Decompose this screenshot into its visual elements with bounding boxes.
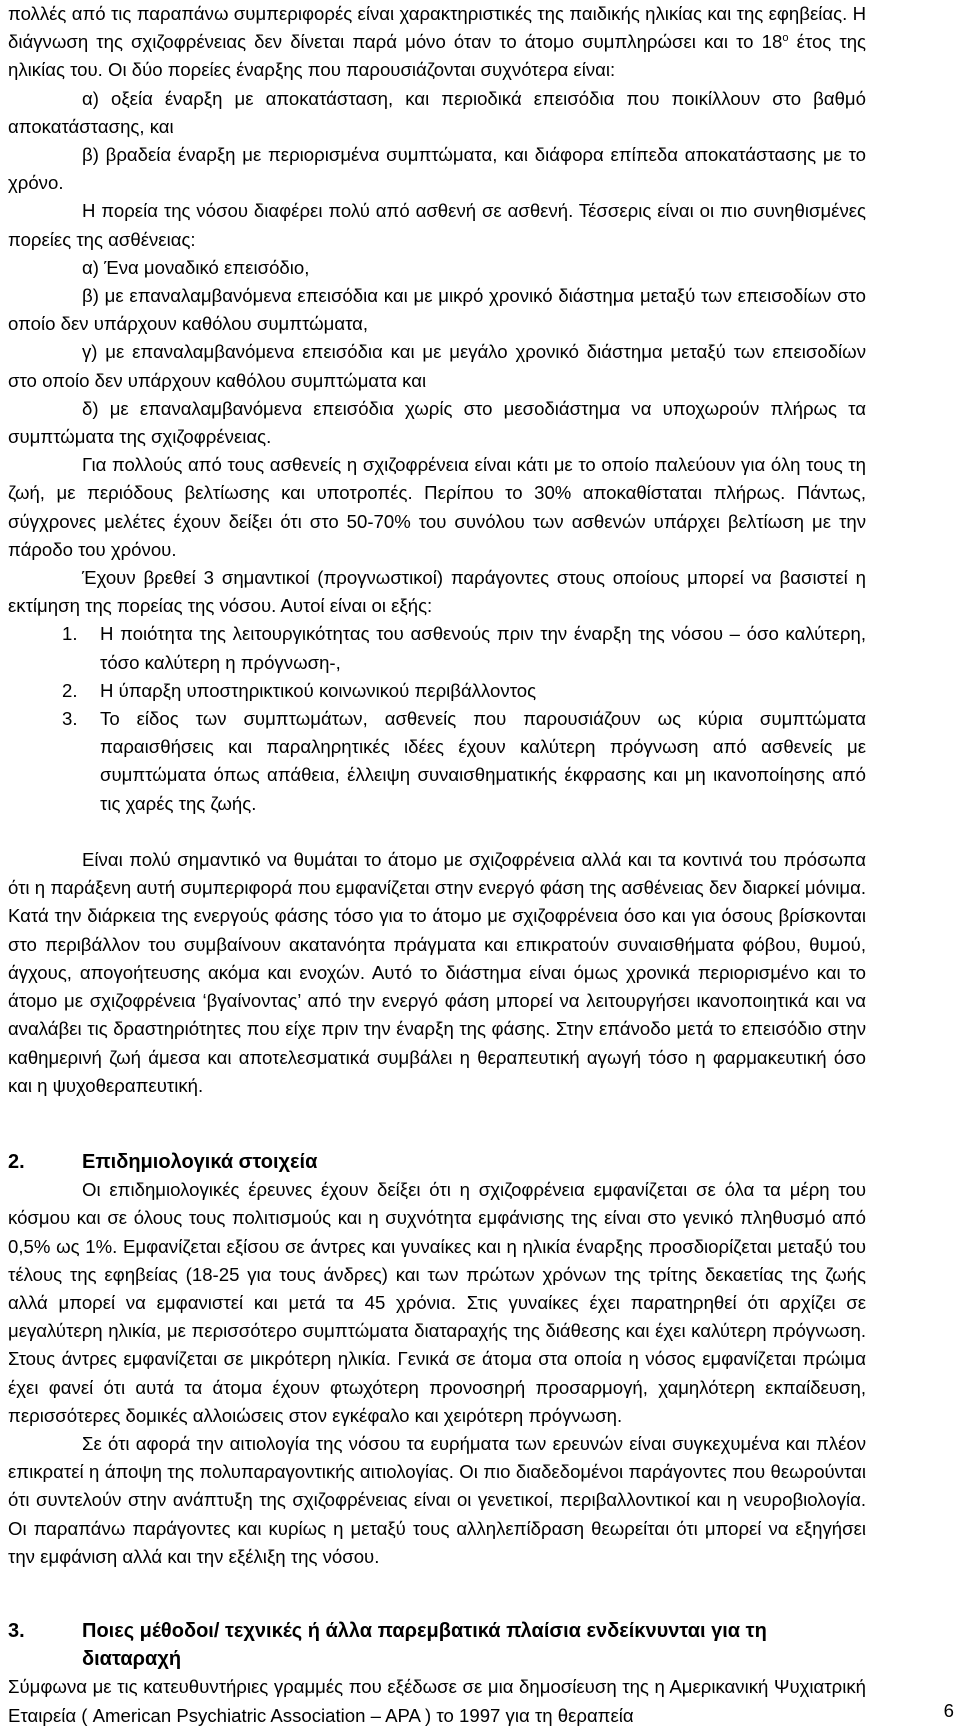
list-number: 2. [62, 679, 78, 701]
ordinal-superscript: ο [782, 32, 789, 45]
list-text: Το είδος των συμπτωμάτων, ασθενείς που παρουσιάζουν ως κύρια συμπτώματα παραισθήσεις και παραληρητικές ιδέες έχουν καλύτερη πρόγνωση από ασθενείς με συμπτώματα όπως απάθεια, έλλειψη συναισθηματικής έκφρασης και μη ικανοποίησης από τις χαρές της ζωής. [100, 708, 866, 814]
intro-text: πολλές από τις παραπάνω συμπεριφορές είναι χαρακτηριστικές της παιδικής ηλικίας και της εφηβείας. Η διάγνωση της σχιζοφρένειας δεν δίνεται παρά μόνο όταν το άτομο συμπληρώσει και το 18 [8, 3, 866, 53]
document-page [8, 0, 866, 1730]
list-text: Η ποιότητα της λειτουργικότητας του ασθενούς πριν την έναρξη της νόσου – όσο καλύτερη, τόσο καλύτερη η πρόγνωση-, [100, 623, 866, 673]
many-patients-paragraph: Για πολλούς από τους ασθενείς η σχιζοφρένεια είναι κάτι με το οποίο παλεύουν για όλη τους τη ζωή, με περιόδους βελτίωσης και υποτροπές. Περίπου το 30% αποκαθίσταται πλήρως. Πάντως, σύγχρονες μελέτες έχουν δείξει ότι στο 50-70% του συνόλου των ασθενών υπάρχει βελτίωση με την πάροδο του χρόνου. [8, 454, 866, 560]
section-2-paragraph-2: Σε ότι αφορά την αιτιολογία της νόσου τα ευρήματα των ερευνών είναι συγκεχυμένα και πλέον επικρατεί η άποψη της πολυπαραγοντικής αιτιολογίας. Οι πιο διαδεδομένοι παράγοντες που θεωρούνται ότι συντελούν στην ανάπτυξη της σχιζοφρένειας είναι οι γενετικοί, περιβαλλοντικοί και η νευροβιολογία. Οι παραπάνω παράγοντες και κυρίως η μεταξύ τους αλληλεπίδραση θεωρείται ότι μπορεί να εξηγήσει την εμφάνιση αλλά και την εξέλιξη της νόσου. [8, 1432, 866, 1567]
spacer [8, 1571, 866, 1617]
list-number: 1. [62, 623, 78, 645]
course-b: β) με επαναλαμβανόμενα επεισόδια και με μικρό χρονικό διάστημα μεταξύ των επεισοδίων στο οποίο δεν υπάρχουν καθόλου συμπτώματα, [8, 285, 866, 335]
prognostic-intro: Έχουν βρεθεί 3 σημαντικοί (προγνωστικοί) παράγοντες στους οποίους μπορεί να βασιστεί η εκτίμηση της πορείας της νόσου. Αυτοί είναι οι εξής: [8, 567, 866, 617]
onset-a: α) οξεία έναρξη με αποκατάσταση, και περιοδικά επεισόδια που ποικίλλουν στο βαθμό αποκατάστασης, και [8, 87, 866, 137]
course-d: δ) με επαναλαμβανόμενα επεισόδια χωρίς στο μεσοδιάστημα να υποχωρούν πλήρως τα συμπτώματα της σχιζοφρένειας. [8, 397, 866, 448]
section-title: Επιδημιολογικά στοιχεία [82, 1150, 318, 1173]
section-2-heading [8, 1148, 866, 1176]
onset-b: β) βραδεία έναρξη με περιορισμένα συμπτώματα, και διάφορα επίπεδα αποκατάστασης με το χρόνο. [8, 144, 866, 194]
course-a: α) Ένα μοναδικό επεισόδιο, [82, 256, 310, 278]
course-intro: Η πορεία της νόσου διαφέρει πολύ από ασθενή σε ασθενή. Τέσσερις είναι οι πιο συνηθισμένες πορείες της ασθένειας: [8, 200, 866, 250]
section-3-paragraph-1: Σύμφωνα με τις κατευθυντήριες γραμμές που εξέδωσε σε μια δημοσίευση της η Αμερικανική Ψυχιατρική Εταιρεία ( American Psychiatric Association – APA ) το 1997 για τη θεραπεία [8, 1676, 866, 1726]
section-number: 2. [8, 1150, 25, 1173]
intro-paragraph [8, 0, 866, 85]
section-3-heading [8, 1617, 866, 1673]
page-number: 6 [943, 1700, 954, 1721]
prognostic-item-2 [8, 677, 866, 705]
list-text: Η ύπαρξη υποστηρικτικού κοινωνικού περιβάλλοντος [100, 679, 537, 701]
prognostic-item-3 [8, 705, 866, 818]
intro-text-end: έτος της ηλικίας του. Οι δύο πορείες έναρξης που παρουσιάζονται συχνότερα είναι: [8, 31, 867, 81]
spacer [8, 818, 866, 846]
section-2-paragraph-1: Οι επιδημιολογικές έρευνες έχουν δείξει ότι η σχιζοφρένεια εμφανίζεται σε όλα τα μέρη του κόσμου και σε όλους τους πολιτισμούς και η συχνότητα εμφάνισης της είναι στο γενικό πληθυσμό από 0,5% ως 1%. Εμφανίζεται εξίσου σε άντρες και γυναίκες και η ηλικία έναρξης προσδιορίζεται μεταξύ του τέλους της εφηβείας (18-25 για τους άνδρες) και των πρώτων χρόνων της τρίτης δεκαετίας της ζωής αλλά μπορεί να εμφανιστεί και μετά τα 45 χρόνια. Στις γυναίκες έχει παρατηρηθεί ότι αρχίζει σε μεγαλύτερη ηλικία, με περισσότερο συμπτώματα διαταραχής της διάθεσης και έχει καλύτερη πρόγνωση. Στους άντρες εμφανίζεται σε μικρότερη ηλικία. Γενικά σε άτομα στα οποία η νόσος εμφανίζεται πρώιμα έχει φανεί ότι αυτά τα άτομα έχουν φτωχότερη προνοσηρή προσαρμογή, χαμηλότερη εκπαίδευση, περισσότερες δομικές αλλοιώσεις στον εγκέφαλο και χειρότερη πρόγνωση. [8, 1179, 866, 1426]
section-number: 3. [8, 1619, 25, 1642]
important-paragraph: Είναι πολύ σημαντικό να θυμάται το άτομο με σχιζοφρένεια αλλά και τα κοντινά του πρόσωπα ότι η παράξενη αυτή συμπεριφορά που εμφανίζεται στην ενεργό φάση της ασθένειας δεν διαρκεί μόνιμα. Κατά την διάρκεια της ενεργούς φάσης τόσο για το άτομο με σχιζοφρένεια όσο και για όσους βρίσκονται στο περιβάλλον του συμβαίνουν ακατανόητα πράγματα και επικρατούν συναισθήματα φόβου, θυμού, άγχους, απογοήτευσης ακόμα και ενοχών. Αυτό το διάστημα είναι όμως χρονικά περιορισμένο και το άτομο με σχιζοφρένεια ‘βγαίνοντας’ από την ενεργό φάση μπορεί να λειτουργήσει ικανοποιητικά και να αναλάβει τις δραστηριότητες που είχε πριν την έναρξη της φάσης. Στην επάνοδο μετά το επεισόδιο στην καθημερινή ζωή άμεσα και αποτελεσματικά συμβάλει η θεραπευτική αγωγή τόσο η φαρμακευτική όσο και η ψυχοθεραπευτική. [8, 849, 866, 1096]
spacer [8, 1100, 866, 1148]
list-number: 3. [62, 708, 78, 730]
course-c: γ) με επαναλαμβανόμενα επεισόδια και με μεγάλο χρονικό διάστημα μεταξύ των επεισοδίων στο οποίο δεν υπάρχουν καθόλου συμπτώματα και [8, 341, 866, 391]
section-title: Ποιες μέθοδοι/ τεχνικές ή άλλα παρεμβατικά πλαίσια ενδείκνυνται για τη διαταραχή [82, 1619, 767, 1671]
prognostic-item-1 [8, 620, 866, 676]
